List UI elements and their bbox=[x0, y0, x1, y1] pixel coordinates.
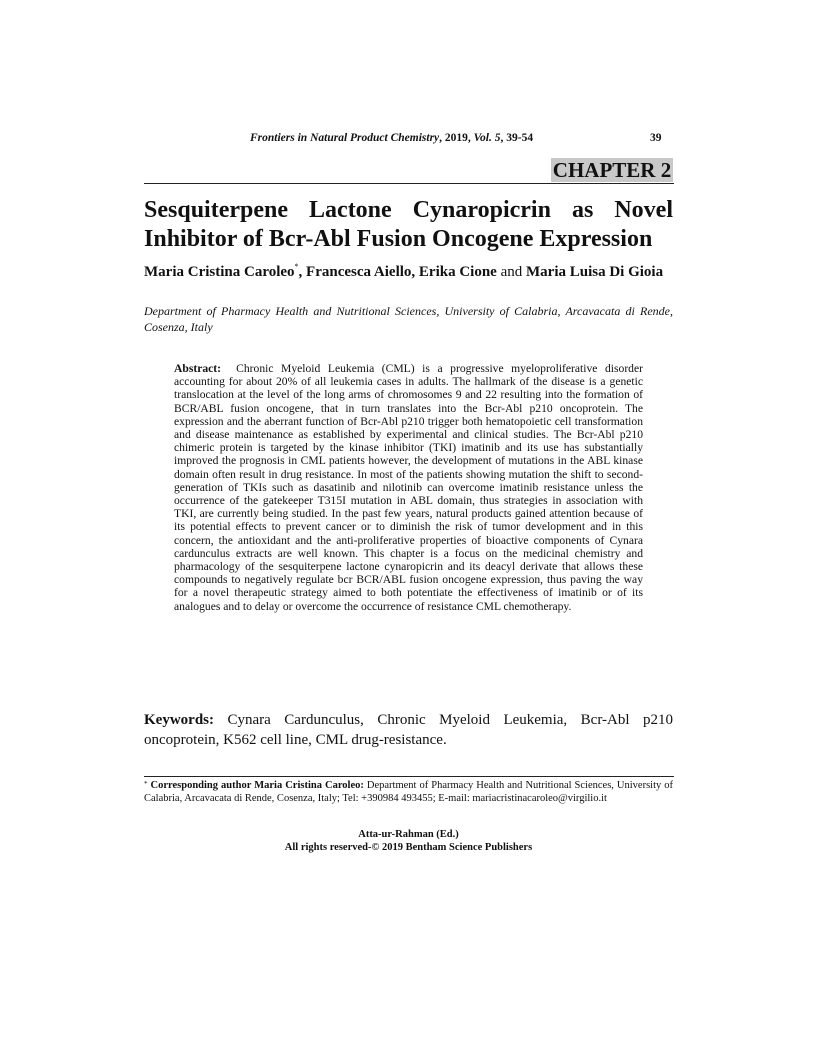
journal-volume: Vol. 5 bbox=[473, 132, 501, 144]
footnote-mark: * bbox=[144, 780, 148, 788]
editor-line: Atta-ur-Rahman (Ed.) bbox=[358, 829, 459, 840]
footnote bbox=[144, 780, 673, 805]
publisher-footer bbox=[144, 829, 673, 854]
abstract-label: Abstract: bbox=[174, 362, 222, 375]
page-number: 39 bbox=[650, 132, 662, 144]
authors-middle: , Francesca Aiello, Erika Cione bbox=[298, 264, 497, 280]
chapter-divider bbox=[144, 183, 674, 184]
affiliation: Department of Pharmacy Health and Nutritional Sciences, University of Calabria, Arcavacata di Rende, Cosenza, Italy bbox=[144, 304, 673, 334]
abstract-text: Chronic Myeloid Leukemia (CML) is a progressive myeloproliferative disorder accounting for about 20% of all leukemia cases in adults. The hallmark of the disease is a genetic translocation at the level of the long arms of chromosomes 9 and 22 resulting into the formation of BCR/ABL fusion oncogene, that in turn translates into the Bcr-Abl p210 oncoprotein. The expression and the aberrant function of Bcr-Abl p210 trigger both hematopoietic cell transformation and disease maintenance as established by experimental and clinical studies. The Bcr-Abl p210 chimeric protein is targeted by the kinase inhibitor (TKI) imatinib and its use has substantially improved the prognosis in CML patients however, the development of mutations in the ABL kinase domain often result in drug resistance. In most of the patients showing mutation the shift to second-generation of TKIs such as dasatinib and nilotinib can overcome imatinib resistance unless the occurrence of the gatekeeper T315I mutation in ABL domain, thus strategies in association with TKI, are currently being studied. In the past few years, natural products gained attention because of its potential effects to prevent cancer or to diminish the risk of tumor development and in this concern, the antioxidant and the anti-proliferative properties of bioactive components of Cynara cardunculus extracts are well known. This chapter is a focus on the medicinal chemistry and pharmacology of the sesquiterpene lactone cynaropicrin and its deacyl derivate that allows these compounds to negatively regulate bcr BCR/ABL fusion oncogene expression, thus paving the way for a novel therapeutic strategy aimed to both potentiate the effectiveness of imatinib or of its analogues and to delay or overcome the occurrence of resistance CML chemotherapy. bbox=[174, 362, 643, 613]
keywords-label: Keywords: bbox=[144, 712, 214, 728]
author-list bbox=[144, 262, 673, 282]
author-last: Maria Luisa Di Gioia bbox=[526, 264, 664, 280]
chapter-label: CHAPTER 2 bbox=[552, 158, 672, 182]
footnote-divider bbox=[144, 776, 674, 777]
author-1: Maria Cristina Caroleo bbox=[144, 264, 295, 280]
footnote-label: Corresponding author Maria Cristina Caroleo: bbox=[150, 780, 364, 791]
journal-year: , 2019, bbox=[439, 132, 474, 144]
keywords-text: Cynara Cardunculus, Chronic Myeloid Leukemia, Bcr-Abl p210 oncoprotein, K562 cell line, CML drug-resistance. bbox=[144, 712, 673, 748]
authors-and: and bbox=[496, 264, 527, 280]
abstract bbox=[174, 362, 643, 613]
rights-line: All rights reserved-© 2019 Bentham Science Publishers bbox=[284, 841, 533, 853]
journal-pages: , 39-54 bbox=[500, 132, 534, 144]
footnote-text: Department of Pharmacy Health and Nutritional Sciences, University of Calabria, Arcavacata di Rende, Cosenza, Italy; Tel: +390984 493455; E-mail: mariacristinacaroleo@virgilio.it bbox=[144, 780, 674, 804]
running-header bbox=[250, 132, 533, 144]
corresponding-mark: * bbox=[294, 262, 299, 271]
chapter-title: Sesquiterpene Lactone Cynaropicrin as Novel Inhibitor of Bcr-Abl Fusion Oncogene Expression bbox=[144, 197, 673, 252]
journal-name: Frontiers in Natural Product Chemistry bbox=[250, 132, 440, 144]
keywords bbox=[144, 710, 673, 750]
